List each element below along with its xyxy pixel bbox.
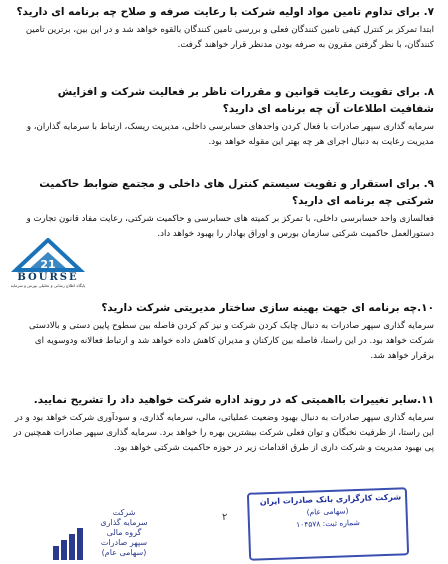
question-heading: ۱۱.سایر تغییرات بااهمیتی که در روند اداره شرکت خواهید داد را تشریح نمایید. xyxy=(33,394,434,406)
answer-paragraph: فعالسازی واحد حسابرسی داخلی، با تمرکز بر کمیته های حسابرسی و حاکمیت شرکتی، رعایت مفاد قانون تجارت و دستورالعمل حاکمیت شرکتی سازمان بورس و اوراق بهادار را بهبود خواهد داد. xyxy=(26,214,434,239)
answer-paragraph: ابتدا تمرکز بر کنترل کیفی تامین کنندگان فعلی و بررسی تامین کنندگان بالقوه خواهد شد و در این بین، برترین تامین کنندگان، با نظر گرفتن مقرون به صرفه بودن مدنظر قرار خواهند گرفت. xyxy=(25,25,434,50)
logo-wordmark: BOURSE xyxy=(17,272,79,283)
sepehr-group-logo xyxy=(52,508,160,560)
section-q11 xyxy=(12,392,434,456)
group-line: سرمایه گذاری xyxy=(100,518,148,527)
logo-tagline: پایگاه اطلاع رسانی و تحلیلی بورس و سرمایه xyxy=(10,283,86,288)
section-q9 xyxy=(12,176,434,242)
section-q8 xyxy=(12,84,434,150)
bourse-logo xyxy=(2,238,94,288)
stamp-company-name: شرکت کارگزاری بانک صادرات ایران xyxy=(259,492,402,507)
group-line: سپهر صادرات xyxy=(100,538,148,547)
group-line: (سهامی عام) xyxy=(101,548,147,557)
answer-paragraph: سرمایه گذاری سپهر صادرات به دنبال چابک کردن شرکت و نیز کم کردن فاصله بین سطوح پایین دستی و بالادستی شرکت خواهد بود. در این راستا، فاصله بین کارکنان و مدیران کاهش داده خواهد شد و ارتباط فعالانه ودوسویه ای برقرار خواهد شد. xyxy=(29,321,434,361)
answer-paragraph: سرمایه گذاری سپهر صادرات با فعال کردن واحدهای حسابرسی داخلی، مدیریت ریسک، ارتباط با سرمایه گذاران، و مدیریت رعایت به دنبال اجرای هر چه بهتر این مقوله خواهد بود. xyxy=(26,122,434,147)
section-q10 xyxy=(12,300,434,364)
group-line: شرکت xyxy=(112,508,136,517)
question-heading: ۱۰.چه برنامه ای جهت بهینه سازی ساختار مدیریتی شرکت دارید؟ xyxy=(101,302,434,314)
bourse-logo-mark xyxy=(2,238,94,288)
svg-text:21: 21 xyxy=(40,258,56,271)
stamp-type: (سهامی عام) xyxy=(306,506,349,517)
bar-chart-icon xyxy=(52,526,84,560)
question-heading: ۸. برای تقویت رعایت قوانین و مقررات ناظر بر فعالیت شرکت و افزایش شفافیت اطلاعات آن چه برنامه ای دارید؟ xyxy=(57,86,434,115)
question-heading: ۷. برای تداوم تامین مواد اولیه شرکت با رعایت صرفه و صلاح چه برنامه ای دارید؟ xyxy=(16,6,434,18)
answer-paragraph: سرمایه گذاری سپهر صادرات به دنبال بهبود وضعیت عملیاتی، مالی، سرمایه گذاری، و سودآوری شرکت خواهد بود و در این راستا، از ظرفیت نخبگان و توان فعلی شرکت بیشترین بهره را خواهد برد. سرمایه گذاری سپهر صادرات همچنین در پی بهبود مدیریت و شرکت داری از طرق اقدامات زیر در حوزه حاکمیت شرکتی خواهد بود. xyxy=(13,413,434,453)
question-heading: ۹. برای استقرار و تقویت سیستم کنترل های داخلی و مجتمع ضوابط حاکمیت شرکتی چه برنامه ای دارید؟ xyxy=(39,178,434,207)
stamp-registration: شماره ثبت: ۱۰۴۵۷۸ xyxy=(296,517,360,530)
group-line: گروه مالی xyxy=(106,528,142,537)
section-q7 xyxy=(12,4,434,53)
company-stamp xyxy=(247,487,409,561)
page-number: ۲ xyxy=(222,512,228,523)
